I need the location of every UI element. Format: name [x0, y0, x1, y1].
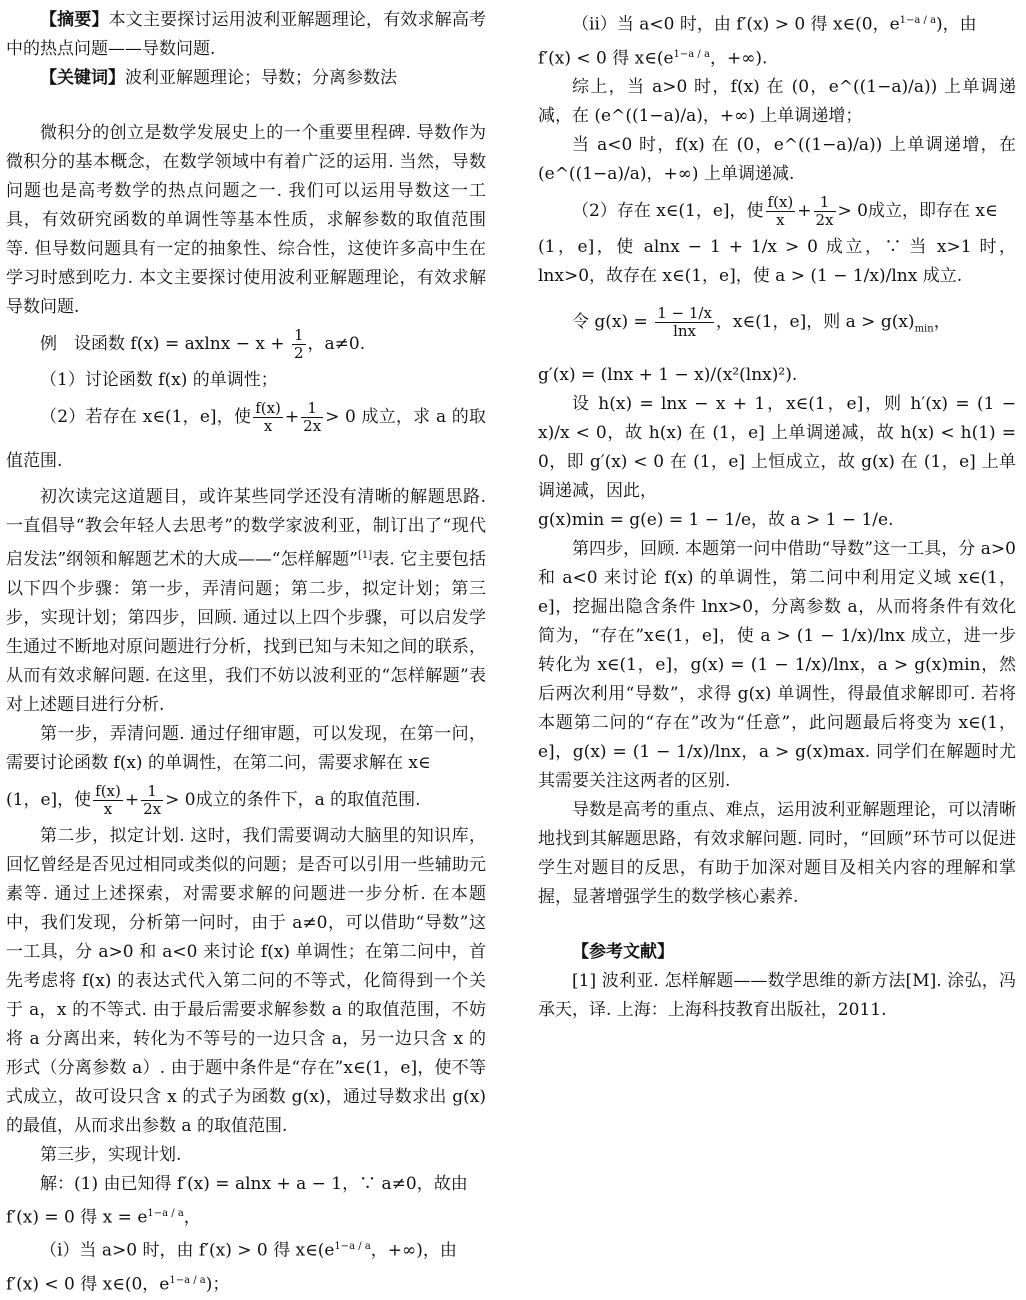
step1-paragraph: 第一步，弄清问题. 通过仔细审题，可以发现，在第一问，需要讨论函数 f(x) 的单调性，在第二问，需要求解在 x∈: [6, 723, 486, 773]
step1-condition: (1，e]，使 $\frac{f(x)}{x}$ + $\frac{1}{2x}$ > 0成立的条件下，a 的取值范围.: [6, 781, 421, 818]
step4-review: 第四步，回顾. 本题第一问中借助“导数”这一工具，分 a>0 和 a<0 来讨论 f(x) 的单调性，第二问中利用定义域 x∈(1，e]，挖掘出隐含条件 lnx>0，分离参数 a，从而将条件有效化简为，“存在”x∈(1，e]，使 a > (1 − 1/x)/lnx 成立，进一步转化为 x∈(1，e]，g(x) = (1 − 1/x)/lnx，a > g(x)min，然后两次利用“导数”，求得 g(x) 单调性，得最值求解即可. 若将本题第二问的“存在”改为“任意”，此问题最后将变为 x∈(1，e]，g(x) = (1 − 1/x)/lnx，a > g(x)max. 同学们在解题时尤其需要关注这两者的区别.: [538, 538, 1016, 791]
fraction-1-over-2x: $\frac{1}{2x}$: [303, 399, 322, 435]
right-column: [538, 6, 1016, 1242]
spacer: [538, 912, 1016, 938]
solution-line-4: f′(x) < 0 得 x∈(0，$e^{1-a / a}$)；: [6, 1274, 230, 1295]
keywords: [6, 64, 486, 93]
conclusion: 导数是高考的重点、难点，运用波利亚解题理论，可以清晰地找到其解题思路，有效求解问题. 同时，“回顾”环节可以促进学生对题目的反思，有助于加深对题目及相关内容的理解和掌握，显著增强学生的数学核心素养.: [538, 799, 1016, 907]
summary-a-positive: 综上，当 a>0 时，f(x) 在 (0，e^((1−a)/a)) 上单调递减，在 (e^((1−a)/a)，+∞) 上单调递增；: [538, 77, 1016, 127]
fraction-half: $\frac{1}{2}$: [294, 326, 304, 362]
case-2-line-b: f′(x) < 0 得 $x\in(e^{1-a / a}$，+∞).: [538, 48, 768, 69]
part-2-statement: （2）存在 x∈(1，e]，使 $\frac{f(x)}{x}$ + $\frac{1}{2x}$ > 0成立，即存在 x∈: [572, 193, 998, 230]
keywords-text: 波利亚解题理论；导数；分离参数法: [125, 68, 397, 88]
spacer: [6, 93, 486, 119]
fraction-fx-over-x: $\frac{f(x)}{x}$: [255, 399, 281, 435]
question-2: （2）若存在 x∈(1，e]，使 $\frac{f(x)}{x}$ + $\frac{1}{2x}$ > 0 成立，求 a 的取值范围.: [6, 399, 486, 471]
abstract: [6, 6, 486, 64]
h-function: 设 h(x) = lnx − x + 1，x∈(1，e]，则 h′(x) = (1 − x)/x < 0，故 h(x) 在 (1，e] 上单调递减，故 h(x) < h(1) = 0，即 g′(x) < 0 在 (1，e] 上恒成立，故 g(x) 在 (1，e] 上单调递减，因此，: [538, 393, 1016, 501]
intro-paragraph: 微积分的创立是数学发展史上的一个重要里程碑. 导数作为微积分的基本概念，在数学领域中有着广泛的运用. 当然，导数问题也是高考数学的热点问题之一. 我们可以运用导数这一工具，有效研究函数的单调性等基本性质，求解参数的取值范围等. 但导数问题具有一定的抽象性、综合性，这使许多高中生在学习时感到吃力. 本文主要探讨使用波利亚解题理论，有效求解导数问题.: [6, 123, 486, 317]
summary-a-negative: 当 a<0 时，f(x) 在 (0，e^((1−a)/a)) 上单调递增，在 (e^((1−a)/a)，+∞) 上单调递减.: [538, 135, 1016, 185]
abstract-text: 本文主要探讨运用波利亚解题理论，有效求解高考中的热点问题——导数问题.: [6, 10, 486, 59]
solution-line-3: （ⅰ）当 a>0 时，由 f′(x) > 0 得 $x\in(e^{1-a / a}$，+∞)，由: [40, 1240, 457, 1261]
abstract-label: 【摘要】: [40, 10, 109, 30]
part-2-derivation: (1，e]，使 alnx − 1 + 1/x > 0 成立，∵ 当 x>1 时，lnx>0，故存在 x∈(1，e]，使 a > (1 − 1/x)/lnx 成立.: [538, 237, 1016, 287]
step2-paragraph: 第二步，拟定计划. 这时，我们需要调动大脑里的知识库，回忆曾经是否见过相同或类似的问题；是否可以引用一些辅助元素等. 通过上述探索，对需要求解的问题进一步分析. 在本题中，我们发现，分析第一问时，由于 a≠0，可以借助“导数”这一工具，分 a>0 和 a<0 来讨论 f(x) 单调性；在第二问中，首先考虑将 f(x) 的表达式代入第二问的不等式，化简得到一个关于 a，x 的不等式. 由于最后需要求解参数 a 的取值范围，不妨将 a 分离出来，转化为不等号的一边只含 a，另一边只含 x 的形式（分离参数 a）. 由于题中条件是“存在”x∈(1，e]，使不等式成立，故可设只含 x 的式子为函数 g(x)，通过导数求出 g(x) 的最值，从而求出参数 a 的取值范围.: [6, 825, 486, 1136]
fraction-g: $\frac{1 - 1/x}{\ln x}$: [657, 304, 712, 341]
solution-line-2: f′(x) = 0 得 $x = e^{1-a / a}$，: [6, 1207, 201, 1228]
case-2-line: （ⅱ）当 a<0 时，由 f′(x) > 0 得 x∈(0，$e^{1-a / a}$)，由: [572, 14, 977, 35]
g-derivative: g′(x) = (lnx + 1 − x)/(x²(lnx)²).: [538, 364, 798, 385]
left-column: [6, 6, 486, 1295]
question-1: （1）讨论函数 f(x) 的单调性；: [40, 370, 278, 390]
keywords-label: 【关键词】: [40, 68, 125, 88]
solution-line-1: 解：(1) 由已知得 f′(x) = alnx + a − 1，∵ a≠0，故由: [40, 1173, 468, 1194]
references-heading: 【参考文献】: [572, 941, 674, 962]
define-g: 令 g(x) = $\frac{1 - 1/x}{\ln x}$ ，x∈(1，e]，则 $a > g(x)_{min}$，: [572, 304, 951, 341]
step3-heading: 第三步，实现计划.: [40, 1144, 182, 1165]
example-statement: 例 设函数 f(x) = axlnx − x + $\frac{1}{2}$ ，a≠0.: [40, 326, 366, 362]
citation: [1]: [357, 550, 373, 561]
polya-paragraph: 初次读完这道题目，或许某些同学还没有清晰的解题思路. 一直倡导“教会年轻人去思考”的数学家波利亚，制订出了“现代启发法”纲领和解题艺术的大成——“怎样解题”[1]表. 它主要包括以下四个步骤：第一步，弄清问题；第二步，拟定计划；第三步，实现计划；第四步，回顾. 通过以上四个步骤，可以启发学生通过不断地对原问题进行分析，找到已知与未知之间的联系，从而有效求解问题. 在这里，我们不妨以波利亚的“怎样解题”表对上述题目进行分析.: [6, 487, 486, 715]
g-min-result: g(x)min = g(e) = 1 − 1/e，故 a > 1 − 1/e.: [538, 509, 894, 530]
reference-1: [1] 波利亚. 怎样解题——数学思维的新方法[M]. 涂弘，冯承天，译. 上海：上海科技教育出版社，2011.: [538, 970, 1016, 1020]
